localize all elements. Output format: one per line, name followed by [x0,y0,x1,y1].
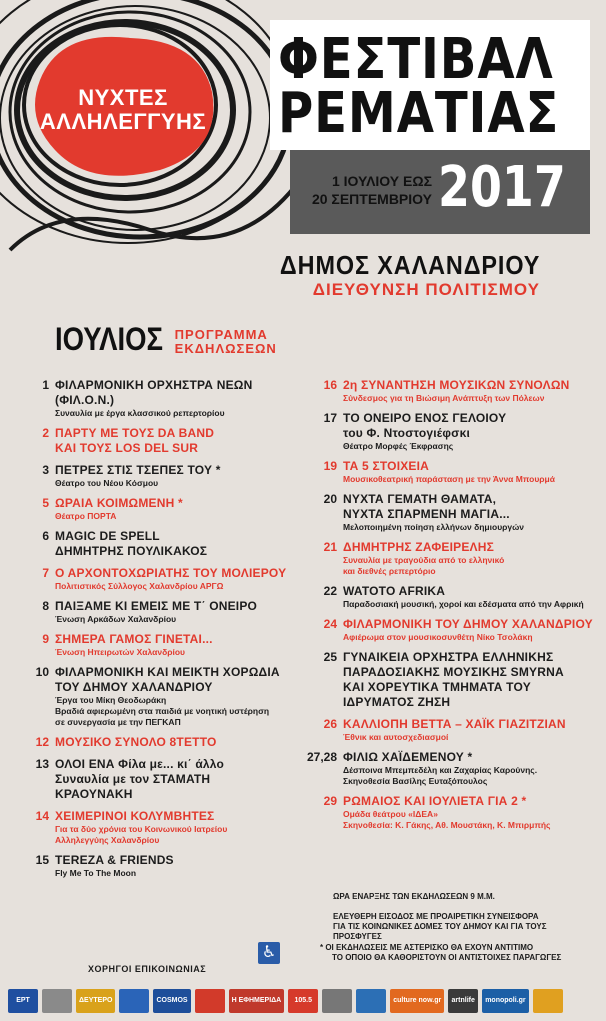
event-body [343,378,605,404]
event-body [55,757,295,802]
event-day: 6 [42,529,49,543]
event-subtitle: Παραδοσιακή μουσική, χοροί και εδέσματα από την Αφρική [343,599,584,609]
event-title: TEREZA & FRIENDS [55,853,174,867]
event-title: ΧΕΙΜΕΡΙΝΟΙ ΚΟΛΥΜΒΗΤΕΣ [55,809,215,823]
event-subtitle: Για τα δύο χρόνια του Κοινωνικού Ιατρείου Αλληλεγγύης Χαλανδρίου [55,824,228,845]
event-body [343,794,605,831]
date-from: 1 ΙΟΥΛΙΟΥ ΕΩΣ [331,173,432,189]
sponsor-logo [322,989,352,1013]
municipality-name: ΔΗΜΟΣ ΧΑΛΑΝΔΡΙΟΥ [279,250,540,280]
municipality-sub: ΔΙΕΥΘΥΝΣΗ ΠΟΛΙΤΙΣΜΟΥ [312,280,540,299]
event-title: ΚΑΛΛΙΟΠΗ ΒΕΤΤΑ – ΧΑΪΚ ΓΙΑΖΙΤΖΙΑΝ [343,717,566,731]
event-subtitle: Μουσικοθεατρική παράσταση με την Άννα Μπουρμά [343,474,555,484]
festival-year: 2017 [438,155,566,220]
event-day: 29 [323,794,337,808]
event-body [343,584,605,610]
title-line2: ΡΕΜΑΤΙΑΣ [278,81,560,146]
entry-line1: ΕΛΕΥΘΕΡΗ ΕΙΣΟΔΟΣ ΜΕ ΠΡΟΑΙΡΕΤΙΚΗ ΣΥΝΕΙΣΦΟΡΑ [333,912,539,921]
program-label-line1: ΠΡΟΓΡΑΜΜΑ [174,327,268,342]
date-to: 20 ΣΕΠΤΕΜΒΡΙΟΥ [311,191,432,207]
event-body [55,529,295,559]
event-body [55,378,295,419]
event-title: ΤΟ ΟΝΕΙΡΟ ΕΝΟΣ ΓΕΛΟΙΟΥ του Φ. Ντοστογιέφσκι [343,411,507,440]
event-subtitle: Έργα του Μίκη Θεοδωράκη Βραδιά αφιερωμένη στα παιδιά με νοητική υστέρηση σε συνεργασία με την ΠΕΓΚΑΠ [55,695,270,727]
event-item [10,566,295,592]
event-item [10,529,295,559]
event-subtitle: Ομάδα θεάτρου «ΙΔΕΑ» Σκηνοθεσία: Κ. Γάκης, Αθ. Μουστάκη, Κ. Μπιρμπής [343,809,551,830]
solidarity-badge [28,35,218,185]
event-item [10,599,295,625]
event-title: ΝΥΧΤΑ ΓΕΜΑΤΗ ΘΑΜΑΤΑ, ΝΥΧΤΑ ΣΠΑΡΜΕΝΗ ΜΑΓΙΑ... [343,492,510,521]
event-day: 21 [323,540,337,554]
events-right-column [305,378,605,838]
month-name: ΙΟΥΛΙΟΣ [55,321,164,357]
sponsor-logo: 105.5 [288,989,318,1013]
sponsor-logo: culture now.gr [390,989,444,1013]
event-subtitle: Ένωση Αρκάδων Χαλανδρίου [55,614,177,624]
asterisk-note-line2: ΤΟ ΟΠΟΙΟ ΘΑ ΚΑΘΟΡΙΣΤΟΥΝ ΟΙ ΑΝΤΙΣΤΟΙΧΕΣ ΠΑΡΑΓΩΓΕΣ [332,953,562,962]
event-body [343,750,605,787]
event-title: ΡΩΜΑΙΟΣ ΚΑΙ ΙΟΥΛΙΕΤΑ ΓΙΑ 2 * [343,794,527,808]
badge-line2: ΑΛΛΗΛΕΓΓΥΗΣ [39,109,207,134]
sponsor-logo: ΕΡΤ [8,989,38,1013]
event-day: 19 [323,459,337,473]
event-item [10,665,295,728]
event-body [343,492,605,533]
event-subtitle: Πολιτιστικός Σύλλογος Χαλανδρίου ΑΡΓΩ [55,581,224,591]
event-day: 13 [35,757,49,771]
event-body [55,665,295,728]
event-body [55,735,295,750]
event-body [55,853,295,879]
event-item [10,378,295,419]
event-day: 5 [42,496,49,510]
event-subtitle: Αφιέρωμα στον μουσικοσυνθέτη Νίκο Τσολάκη [343,632,533,642]
event-title: MAGIC DE SPELL ΔΗΜΗΤΡΗΣ ΠΟΥΛΙΚΑΚΟΣ [55,529,208,558]
info-block [333,892,598,942]
entry-line3: ΠΡΟΣΦΥΓΕΣ [333,932,382,941]
event-title: WATOTO AFRIKA [343,584,446,598]
sponsor-logo [195,989,225,1013]
event-day: 27,28 [306,750,337,764]
sponsor-logo: ΔΕΥΤΕΡΟ [76,989,115,1013]
event-body [343,459,605,485]
event-subtitle: Σύνδεσμος για τη Βιώσιμη Ανάπτυξη των Πόλεων [343,393,545,403]
event-title: ΣΗΜΕΡΑ ΓΑΜΟΣ ΓΙΝΕΤΑΙ... [55,632,213,646]
event-item [10,463,295,489]
sponsor-logo: COSMOS [153,989,190,1013]
sponsor-logo: Η ΕΦΗΜΕΡΙΔΑ [229,989,285,1013]
event-title: ΤΑ 5 ΣΤΟΙΧΕΙΑ [343,459,430,473]
event-item [10,426,295,456]
event-item [10,757,295,802]
sponsor-logo: monopoli.gr [482,989,528,1013]
event-day: 25 [323,650,337,664]
event-body [343,650,605,710]
event-item [305,411,605,452]
sponsor-logos [0,980,606,1021]
event-day: 2 [42,426,49,440]
asterisk-note [320,943,600,963]
event-item [305,617,605,643]
event-item [10,496,295,522]
event-day: 24 [323,617,337,631]
event-title: ΠΕΤΡΕΣ ΣΤΙΣ ΤΣΕΠΕΣ ΤΟΥ * [55,463,221,477]
event-day: 7 [42,566,49,580]
event-subtitle: Fly Me To The Moon [55,868,137,878]
event-item [305,717,605,743]
event-subtitle: Μελοποιημένη ποίηση ελλήνων δημιουργών [343,522,525,532]
event-day: 9 [42,632,49,646]
events-left-column [10,378,295,886]
sponsor-logo [42,989,72,1013]
event-title: ΦΙΛΑΡΜΟΝΙΚΗ ΤΟΥ ΔΗΜΟΥ ΧΑΛΑΝΔΡΙΟΥ [343,617,593,631]
event-subtitle: Δέσποινα Μπεμπεδέλη και Ζαχαρίας Καρούνης. Σκηνοθεσία Βασίλης Ευταξόπουλος [343,765,538,786]
month-heading [55,322,277,356]
event-item [10,853,295,879]
event-item [305,794,605,831]
sponsor-logo [533,989,563,1013]
event-item [305,650,605,710]
sponsor-logo [356,989,386,1013]
event-title: ΦΙΛΑΡΜΟΝΙΚΗ ΚΑΙ ΜΕΙΚΤΗ ΧΟΡΩΔΙΑ ΤΟΥ ΔΗΜΟΥ ΧΑΛΑΝΔΡΙΟΥ [55,665,280,694]
event-body [55,426,295,456]
event-day: 1 [42,378,49,392]
event-title: ΩΡΑΙΑ ΚΟΙΜΩΜΕΝΗ * [55,496,183,510]
event-item [305,540,605,577]
event-subtitle: Συναυλία με τραγούδια από το ελληνικό και διεθνές ρεπερτόριο [343,555,505,576]
wheelchair-icon: ♿ [258,942,280,964]
event-day: 20 [323,492,337,506]
event-title: ΠΑΙΞΑΜΕ ΚΙ ΕΜΕΙΣ ΜΕ Τ΄ ΟΝΕΙΡΟ [55,599,258,613]
event-day: 17 [323,411,337,425]
event-subtitle: Θέατρο του Νέου Κόσμου [55,478,159,488]
event-day: 12 [35,735,49,749]
start-time: ΩΡΑ ΕΝΑΡΞΗΣ ΤΩΝ ΕΚΔΗΛΩΣΕΩΝ 9 Μ.Μ. [333,892,495,901]
event-body [55,809,295,846]
entry-line2: ΓΙΑ ΤΙΣ ΚΟΙΝΩΝΙΚΕΣ ΔΟΜΕΣ ΤΟΥ ΔΗΜΟΥ ΚΑΙ ΓΙΑ ΤΟΥΣ [333,922,547,931]
event-item [10,809,295,846]
event-day: 3 [42,463,49,477]
sponsor-logo: artnlife [448,989,478,1013]
sponsor-logo [119,989,149,1013]
program-label [175,328,277,356]
event-title: ΦΙΛΑΡΜΟΝΙΚΗ ΟΡΧΗΣΤΡΑ ΝΕΩΝ (ΦΙΛ.Ο.Ν.) [55,378,253,407]
event-title: ΜΟΥΣΙΚΟ ΣΥΝΟΛΟ 8ΤΕΤΤΟ [55,735,217,749]
event-subtitle: Συναυλία με έργα κλασσικού ρεπερτορίου [55,408,225,418]
event-title: ΓΥΝΑΙΚΕΙΑ ΟΡΧΗΣΤΡΑ ΕΛΛΗΝΙΚΗΣ ΠΑΡΑΔΟΣΙΑΚΗΣ ΜΟΥΣΙΚΗΣ SMYRNA ΚΑΙ ΧΟΡΕΥΤΙΚΑ ΤΜΗΜΑΤΑ ΤΟΥ ΙΔΡΥΜΑΤΟΣ ΖΗΣΗ [343,650,564,709]
event-day: 26 [323,717,337,731]
event-body [55,566,295,592]
event-item [10,735,295,750]
event-body [55,599,295,625]
title-line1: ΦΕΣΤΙΒΑΛ [278,27,554,92]
program-label-line2: ΕΚΔΗΛΩΣΕΩΝ [174,341,277,356]
event-subtitle: Έθνικ και αυτοσχεδιασμοί [343,732,449,742]
event-day: 15 [35,853,49,867]
event-item [305,378,605,404]
event-body [55,463,295,489]
event-body [343,617,605,643]
event-day: 16 [323,378,337,392]
event-title: ΟΛΟΙ ΕΝΑ Φίλα με... κι΄ άλλο Συναυλία με τον ΣΤΑΜΑΤΗ ΚΡΑΟΥΝΑΚΗ [55,757,225,801]
event-title: Ο ΑΡΧΟΝΤΟΧΩΡΙΑΤΗΣ ΤΟΥ ΜΟΛΙΕΡΟΥ [55,566,287,580]
event-item [305,750,605,787]
event-body [55,496,295,522]
event-day: 14 [35,809,49,823]
event-item [305,492,605,533]
event-title: ΠΑΡΤΥ ΜΕ ΤΟΥΣ DA BAND ΚΑΙ ΤΟΥΣ LOS DEL SUR [55,426,215,455]
event-subtitle: Θέατρο ΠΟΡΤΑ [55,511,117,521]
sponsors-label: ΧΟΡΗΓΟΙ ΕΠΙΚΟΙΝΩΝΙΑΣ [88,964,207,974]
event-day: 8 [42,599,49,613]
event-item [305,459,605,485]
event-body [55,632,295,658]
event-body [343,717,605,743]
event-title: 2η ΣΥΝΑΝΤΗΣΗ ΜΟΥΣΙΚΩΝ ΣΥΝΟΛΩΝ [343,378,570,392]
event-body [343,540,605,577]
event-item [305,584,605,610]
event-day: 22 [323,584,337,598]
asterisk-note-line1: * ΟΙ ΕΚΔΗΛΩΣΕΙΣ ΜΕ ΑΣΤΕΡΙΣΚΟ ΘΑ ΕΧΟΥΝ ΑΝΤΙΤΙΜΟ [320,943,534,952]
event-body [343,411,605,452]
event-title: ΔΗΜΗΤΡΗΣ ΖΑΦΕΙΡΕΛΗΣ [343,540,495,554]
festival-title-block [270,20,590,220]
event-subtitle: Ένωση Ηπειρωτών Χαλανδρίου [55,647,185,657]
badge-line1: ΝΥΧΤΕΣ [78,85,168,110]
festival-dates [302,172,432,208]
event-subtitle: Θέατρο Μορφές Έκφρασης [343,441,454,451]
municipality-block [251,250,540,300]
event-item [10,632,295,658]
event-title: ΦΙΛΙΩ ΧΑΪΔΕΜΕΝΟΥ * [343,750,473,764]
event-day: 10 [35,665,49,679]
